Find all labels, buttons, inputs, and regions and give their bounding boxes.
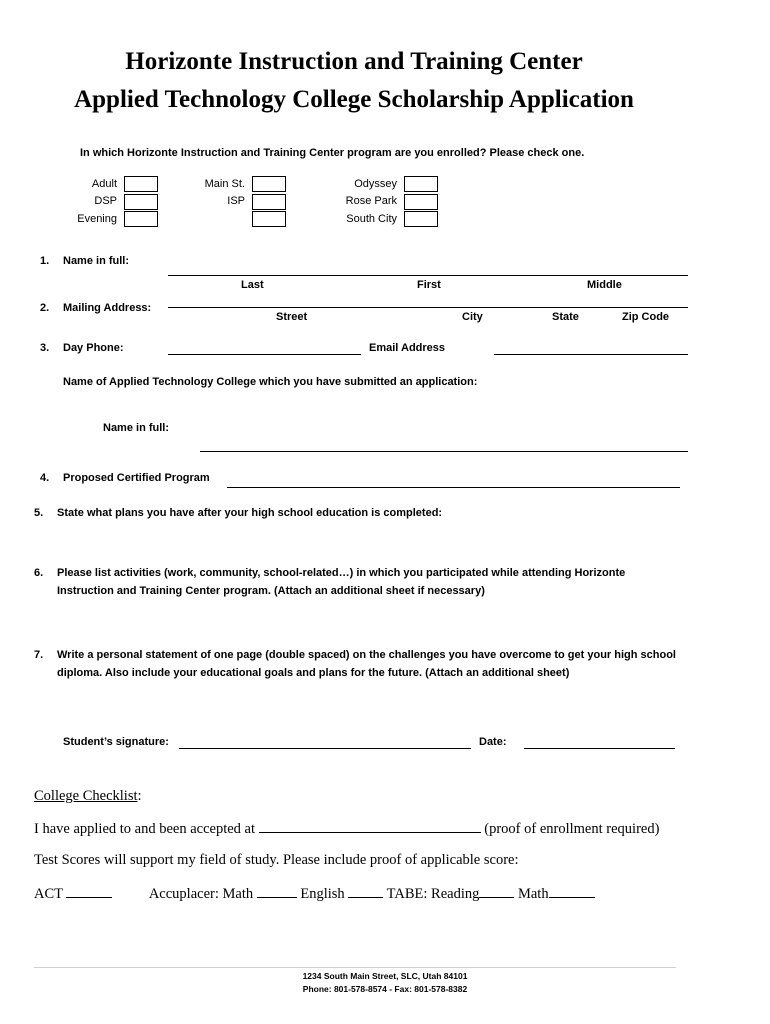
program-label-odyssey: Odyssey [354,178,397,190]
q5-label: State what plans you have after your high school education is completed: [57,507,443,519]
english-blank[interactable] [348,885,383,898]
checklist-heading [34,788,142,805]
name-middle-caption: Middle [587,279,622,291]
applied-post-text: (proof of enrollment required) [484,821,660,837]
checkbox-rose-park[interactable] [404,194,438,210]
q7-line2: diploma. Also include your educational goals and plans for the future. (Attach an additional sheet) [57,667,570,679]
q7-line1: Write a personal statement of one page (double spaced) on the challenges you have overcome to get your high school [57,649,676,661]
act-blank[interactable] [66,885,112,898]
email-label: Email Address [369,342,446,354]
address-city-caption: City [462,311,483,323]
program-label-dsp: DSP [94,195,117,207]
math-blank[interactable] [549,885,595,898]
name-first-caption: First [417,279,441,291]
address-street-caption: Street [276,311,308,323]
q4-label: Proposed Certified Program [63,472,210,484]
q7-number: 7. [34,649,44,661]
applied-pre-text: I have applied to and been accepted at [34,821,256,837]
checkbox-adult[interactable] [124,176,158,192]
q2-label: Mailing Address: [63,302,152,314]
form-title-line1: Horizonte Instruction and Training Center [125,48,583,75]
address-state-caption: State [552,311,579,323]
accepted-college-blank[interactable] [259,820,481,833]
college-name-label: Name in full: [103,422,170,434]
checkbox-blank[interactable] [252,211,286,227]
program-label-evening: Evening [77,213,117,225]
program-question: In which Horizonte Instruction and Training Center program are you enrolled? Please check one. [80,147,585,159]
program-label-isp: ISP [227,195,245,207]
q5-number: 5. [34,507,44,519]
date-label: Date: [479,736,507,748]
program-label-adult: Adult [91,178,117,190]
signature-input-line[interactable] [179,748,471,749]
form-title-line2: Applied Technology College Scholarship Application [74,86,634,113]
name-input-line[interactable] [168,275,688,276]
footer-address: 1234 South Main Street, SLC, Utah 84101 [302,971,468,981]
checkbox-south-city[interactable] [404,211,438,227]
tabe-reading-blank[interactable] [479,885,514,898]
accuplacer-math-blank[interactable] [257,885,297,898]
footer-divider [34,967,676,968]
test-scores-text: Test Scores will support my field of study. Please include proof of applicable score: [34,852,519,868]
q3-label: Day Phone: [63,342,124,354]
act-label: ACT [34,886,63,902]
date-input-line[interactable] [524,748,675,749]
phone-input-line[interactable] [168,354,361,355]
q1-label: Name in full: [63,255,130,267]
address-zip-caption: Zip Code [622,311,670,323]
checkbox-dsp[interactable] [124,194,158,210]
college-name-input-line[interactable] [200,451,688,452]
checklist-heading-colon: : [137,788,142,804]
q6-line1: Please list activities (work, community, school-related…) in which you participated while attending Horizonte [57,567,626,579]
q2-number: 2. [40,302,50,314]
checklist-heading-text: College Checklist [34,788,138,804]
q1-number: 1. [40,255,50,267]
accuplacer-math-label: Accuplacer: Math [148,886,254,902]
program-input-line[interactable] [227,487,680,488]
signature-label: Student’s signature: [63,736,169,748]
program-label-rose-park: Rose Park [345,195,397,207]
college-question: Name of Applied Technology College which you have submitted an application: [63,376,478,388]
applied-line [34,820,659,838]
email-input-line[interactable] [494,354,688,355]
q3-number: 3. [40,342,50,354]
q4-number: 4. [40,472,50,484]
footer-contact: Phone: 801-578-8574 - Fax: 801-578-8382 [302,984,468,994]
checkbox-isp[interactable] [252,194,286,210]
checkbox-evening[interactable] [124,211,158,227]
checkbox-main-st[interactable] [252,176,286,192]
q6-number: 6. [34,567,44,579]
math-label: Math [517,886,549,902]
address-input-line[interactable] [168,307,688,308]
test-scores-row [34,885,595,903]
checkbox-odyssey[interactable] [404,176,438,192]
q6-line2: Instruction and Training Center program. (Attach an additional sheet if necessary) [57,585,485,597]
english-label: English [300,886,345,902]
name-last-caption: Last [241,279,264,291]
program-label-main-st: Main St. [204,178,245,190]
tabe-reading-label: TABE: Reading [386,886,480,902]
program-label-south-city: South City [346,213,397,225]
